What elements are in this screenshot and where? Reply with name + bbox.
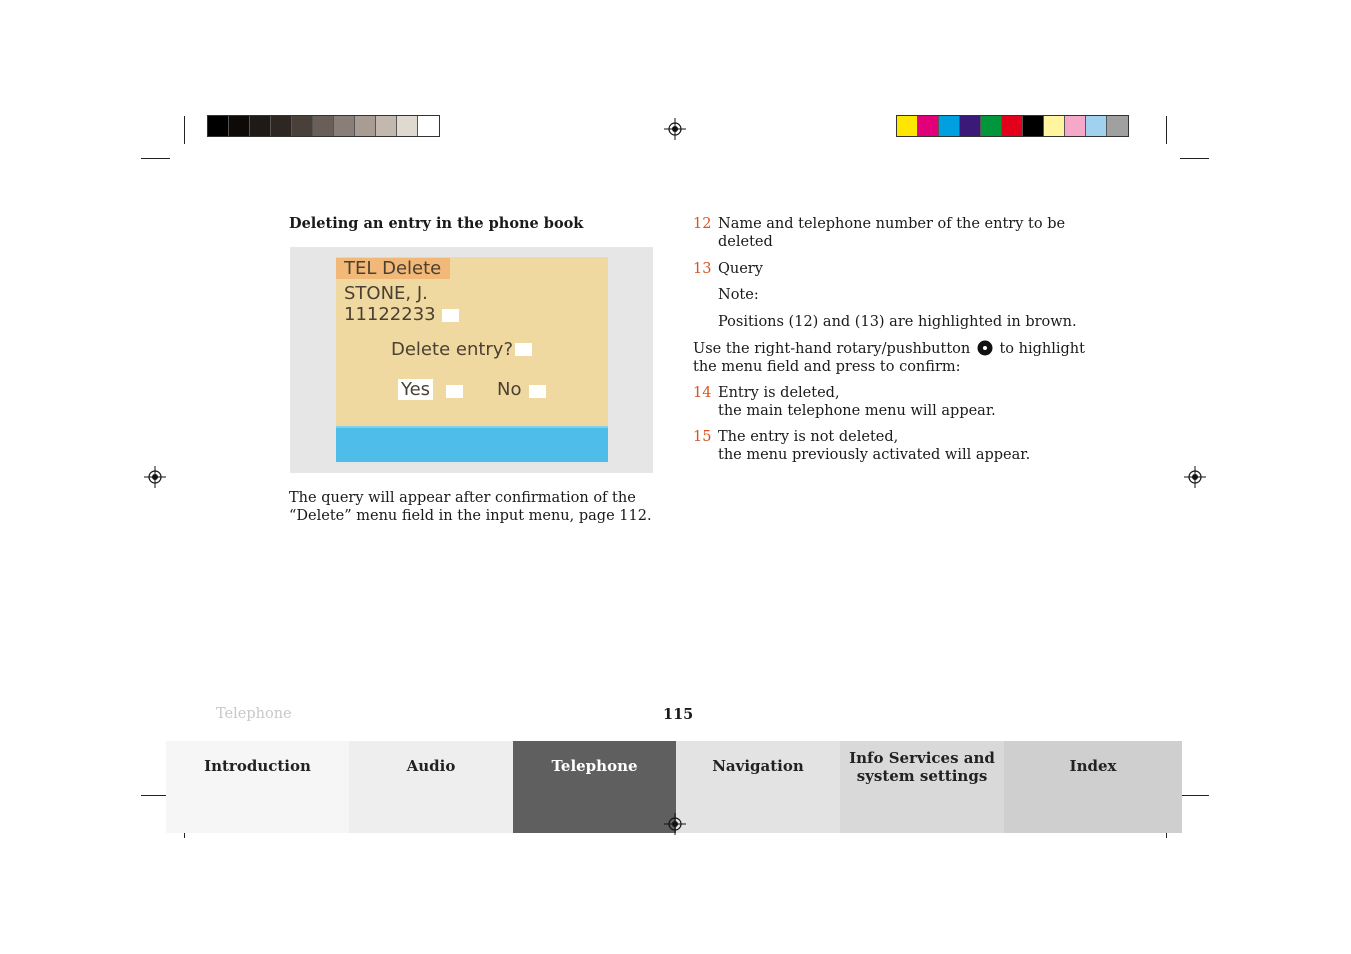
tab-audio[interactable]: Audio	[349, 741, 513, 833]
gray-swatch	[376, 116, 397, 136]
screen-status-band	[336, 426, 608, 462]
color-swatch	[1044, 116, 1065, 136]
registration-mark-icon	[664, 118, 686, 140]
tab-introduction[interactable]: Introduction	[166, 741, 349, 833]
note-label: Note:	[718, 287, 759, 303]
rotary-pushbutton-icon	[977, 340, 993, 356]
tab-navigation[interactable]: Navigation	[676, 741, 840, 833]
position-label-box	[446, 385, 463, 398]
gray-swatch	[292, 116, 313, 136]
color-swatch	[897, 116, 918, 136]
registration-mark-icon	[144, 466, 166, 488]
gray-swatch	[229, 116, 250, 136]
tab-info-services[interactable]: Info Services and system settings	[840, 741, 1004, 833]
color-swatch	[1065, 116, 1086, 136]
note-text: Positions (12) and (13) are highlighted in brown.	[718, 314, 1077, 330]
gray-swatch	[397, 116, 418, 136]
position-label-box	[529, 385, 546, 398]
tab-index[interactable]: Index	[1004, 741, 1182, 833]
color-swatch	[1023, 116, 1044, 136]
caption: The query will appear after confirmation of the “Delete” menu field in the input menu, page 112.	[289, 490, 652, 524]
screen-entry-number: 11122233	[344, 304, 436, 325]
gray-swatch	[334, 116, 355, 136]
color-swatch	[981, 116, 1002, 136]
screen-entry-name: STONE, J.	[344, 283, 428, 304]
instruction: Use the right-hand rotary/pushbutton to highlight the menu field and press to confirm:	[693, 341, 1085, 375]
color-swatch	[1086, 116, 1107, 136]
color-swatch	[939, 116, 960, 136]
gray-calibration-strip	[207, 115, 440, 137]
page-number: 115	[663, 706, 694, 723]
gray-swatch	[271, 116, 292, 136]
registration-mark-icon	[1184, 466, 1206, 488]
color-swatch	[918, 116, 939, 136]
tab-telephone[interactable]: Telephone	[513, 741, 676, 833]
section-heading: Deleting an entry in the phone book	[289, 215, 584, 232]
screen-illustration	[290, 247, 653, 473]
color-swatch	[1107, 116, 1128, 136]
color-swatch	[960, 116, 981, 136]
color-swatch	[1002, 116, 1023, 136]
color-calibration-strip	[896, 115, 1129, 137]
display-screen	[336, 257, 608, 462]
screen-title: TEL Delete	[336, 258, 450, 279]
screen-yes-option[interactable]: Yes	[398, 379, 433, 400]
gray-swatch	[313, 116, 334, 136]
gray-swatch	[418, 116, 439, 136]
registration-mark-icon	[664, 813, 686, 835]
footer-section-label: Telephone	[216, 706, 292, 722]
screen-query: Delete entry?	[391, 339, 514, 360]
position-label-box	[515, 343, 532, 356]
gray-swatch	[355, 116, 376, 136]
screen-no-option[interactable]: No	[497, 379, 522, 400]
gray-swatch	[208, 116, 229, 136]
gray-swatch	[250, 116, 271, 136]
position-label-box	[442, 309, 459, 322]
